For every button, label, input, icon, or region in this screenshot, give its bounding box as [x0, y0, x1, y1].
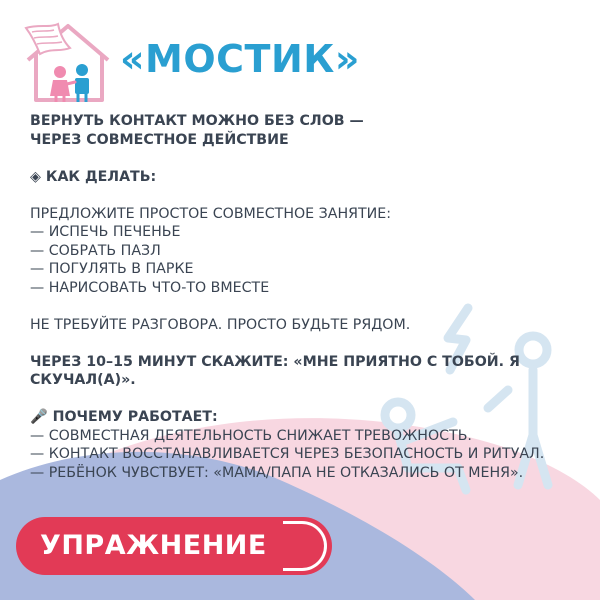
option-item: — НАРИСОВАТЬ ЧТО-ТО ВМЕСТЕ — [30, 279, 270, 296]
reason-item: — СОВМЕСТНАЯ ДЕЯТЕЛЬНОСТЬ СНИЖАЕТ ТРЕВОЖНОСТЬ. — [30, 427, 472, 444]
no-talk-line: НЕ ТРЕБУЙТЕ РАЗГОВОРА. ПРОСТО БУДЬТЕ РЯДОМ. — [30, 316, 411, 333]
suggest-line: ПРЕДЛОЖИТЕ ПРОСТОЕ СОВМЕСТНОЕ ЗАНЯТИЕ: — [30, 205, 391, 222]
house-kids-logo-icon — [20, 18, 116, 106]
say-line: СКУЧАЛ(А)». — [30, 372, 136, 388]
intro-line: ЧЕРЕЗ СОВМЕСТНОЕ ДЕЙСТВИЕ — [30, 131, 289, 148]
exercise-button[interactable] — [16, 517, 332, 575]
why-heading: 🎤 ПОЧЕМУ РАБОТАЕТ: — [30, 409, 218, 425]
option-item: — ИСПЕЧЬ ПЕЧЕНЬЕ — [30, 224, 181, 240]
say-line: ЧЕРЕЗ 10–15 МИНУТ СКАЖИТЕ: «МНЕ ПРИЯТНО С ТОБОЙ. Я — [30, 353, 520, 370]
exercise-button-label: УПРАЖНЕНИЕ — [40, 530, 267, 561]
intro-line: ВЕРНУТЬ КОНТАКТ МОЖНО БЕЗ СЛОВ — — [30, 113, 364, 129]
page-title: «МОСТИК» — [120, 37, 360, 81]
option-item: — ПОГУЛЯТЬ В ПАРКЕ — [30, 261, 194, 277]
option-item: — СОБРАТЬ ПАЗЛ — [30, 242, 161, 259]
exercise-content — [30, 112, 582, 482]
reason-item: — РЕБЁНОК ЧУВСТВУЕТ: «МАМА/ПАПА НЕ ОТКАЗАЛИСЬ ОТ МЕНЯ». — [30, 464, 524, 481]
how-to-heading: ◈ КАК ДЕЛАТЬ: — [30, 168, 157, 185]
reason-item: — КОНТАКТ ВОССТАНАВЛИВАЕТСЯ ЧЕРЕЗ БЕЗОПАСНОСТЬ И РИТУАЛ. — [30, 446, 545, 462]
